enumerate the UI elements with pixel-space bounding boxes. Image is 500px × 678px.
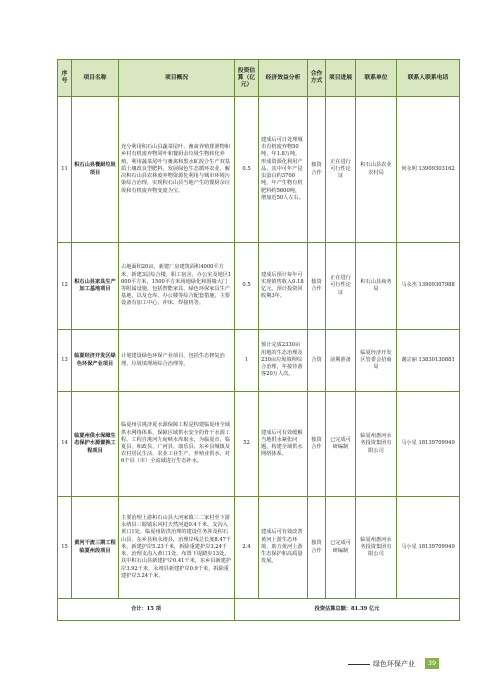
table-row [58,330,460,392]
total-count: 合计：15 项 [58,599,235,621]
coop-mode: 独资合作 [308,97,326,243]
contact-unit: 临夏经济开发区管委会招商局 [356,330,397,392]
project-name: 积石山县餐厨垃圾项目 [72,97,119,243]
contact-unit: 积石山县农业农村局 [356,97,397,243]
table-row [58,97,460,243]
page-number-badge: 39 [425,658,439,669]
header-benefit: 经济效益分析 [259,60,308,97]
progress-status: 已完成可研编制 [326,497,356,599]
table-row [58,497,460,599]
project-overview: 占地面积20亩，新建厂房建筑面积4000平方米，新建3层综合楼，职工宿舍，办公室及地区1000平方米，1500平方米场地绿化和围墙大门等附属设施，包括智能家具、绿色环保家具生产基地，以及仓库、办公楼等综合配套措施，主要设备有加工中心、冲床、焊接机等。 [119,243,235,330]
project-name: 黄河干流三期工程临夏州段项目 [72,497,119,599]
contact-unit: 临夏州惠河水务投资集团有限公司 [356,392,397,497]
progress-status: 前期准备 [326,330,356,392]
table-row [58,392,460,497]
contact-person: 谢宗丽 13830130881 [397,330,460,392]
coop-mode: 独资合作 [308,243,326,330]
benefit-analysis: 建成后可日处理城市有机废弃物50吨，年1.8万吨，形成资源化利用产品，其中可年产昆虫蛋白约3700吨，年产生物有机肥料约5600吨，增加近50人左右。 [259,97,308,243]
investment-value: 0.5 [235,243,259,330]
coop-mode: 合资 [308,330,326,392]
row-no: 14 [58,392,72,497]
header-coop: 合作方式 [308,60,326,97]
contact-unit: 临夏州惠河水务投资集团有限公司 [356,497,397,599]
header-name: 项目名称 [72,60,119,97]
project-name: 临夏经济开发区绿色环保产业项目 [72,330,119,392]
contact-unit: 积石山县商务局 [356,243,397,330]
project-name: 临夏州供水保障生态保护水源置换工程项目 [72,392,119,497]
row-no: 15 [58,497,72,599]
header-no: 序号 [58,60,72,97]
page-footer [0,658,500,670]
contact-person: 何永明 13909303162 [397,97,460,243]
total-investment: 投资估算总额：81.39 亿元 [235,599,460,621]
header-contact: 联系人联系电话 [397,60,460,97]
footer-section-label: 绿色环保产业 [373,660,415,668]
project-overview: 计划建设绿色环保产业项目，包括生态修复治理，垃圾填埋场综合治理等。 [119,330,235,392]
progress-status: 已完成可研编制 [326,392,356,497]
header-progress: 项目进展 [326,60,356,97]
coop-mode: 独资合作 [308,497,326,599]
project-overview: 临夏州引洮济夏水源保障工程是构建临夏州全域供水网络体系，保障区域供水安全的骨干水源工程。工程自洮河九甸峡水库取水，为临夏市、临夏县、和政县、广河县、康乐县、东乡县城镇及农村居民生活、农业工业生产、养殖业供水，对6个县（市）全流域进行生态补水。 [119,392,235,497]
project-table [57,59,460,621]
row-no: 11 [58,97,72,243]
table-row [58,243,460,330]
project-overview: 主要治理上游积石山县大河家镇三二家村至下游永靖县三塬镇东风村天然河道0.4千米，支沟入黄口1处。临夏州防洪治理的建设任务涉及积石山县、东乡县和永靖县，治理岸线总长度8.47千米，新建护岸5.23千米，拆除重建护岸3.24千米，治理支沟入黄口1处，布置下堤踏步13处。其中积石山县新建护岸0.41千米，东乡县新建护岸3.92千米，永靖县新建护岸0.9千米，拆除重建护岸3.24千米。 [119,497,235,599]
table-header-row [58,60,460,97]
header-overview: 项目概况 [119,60,235,97]
project-name: 积石山县家具生产加工基地项目 [72,243,119,330]
benefit-analysis: 建成后可有效改善黄河上游生态环境，助力黄河上游生态保护和高质量发展。 [259,497,308,599]
row-no: 13 [58,330,72,392]
contact-person: 马永杰 13909307988 [397,243,460,330]
row-no: 12 [58,243,72,330]
coop-mode: 独资合作 [308,392,326,497]
contact-person: 马小星 18139709949 [397,497,460,599]
total-row [58,599,460,621]
benefit-analysis: 建成后可有效缓解当地供水紧张问题，构建全域供水网络体系。 [259,392,308,497]
progress-status: 正在进行可行性论证 [326,97,356,243]
project-overview: 充分利用积石山县蔬菜尾叶、畜禽养殖排泄物和乡村有机废弃物同叶和餐厨余垃圾生物转化养殖，利用蔬菜尾叶与畜禽和黑水虻混合生产双基质土壤改良型肥料，发展绿色生态循环农业，解决积石山县农林废弃物资源化利用与城市环境污染综合治理，实现积石山县当地产生的餐厨余垃圾和有机废弃物变废为宝。 [119,97,235,243]
investment-value: 1 [235,330,259,392]
footer-rule [348,664,370,665]
benefit-analysis: 建成后预计每年可实现销售收入0.18亿元，预计投资回收期3年。 [259,243,308,330]
benefit-analysis: 预计完成2330亩用地的生态治理及230亩垃圾填埋综合治理，年接待游客20万人次。 [259,330,308,392]
investment-value: 0.5 [235,97,259,243]
progress-status: 正在进行可行性论证 [326,243,356,330]
header-investment: 投资估算（亿元） [235,60,259,97]
header-unit: 联系单位 [356,60,397,97]
investment-value: 52 [235,392,259,497]
contact-person: 马小星 18139709949 [397,392,460,497]
investment-value: 2.4 [235,497,259,599]
